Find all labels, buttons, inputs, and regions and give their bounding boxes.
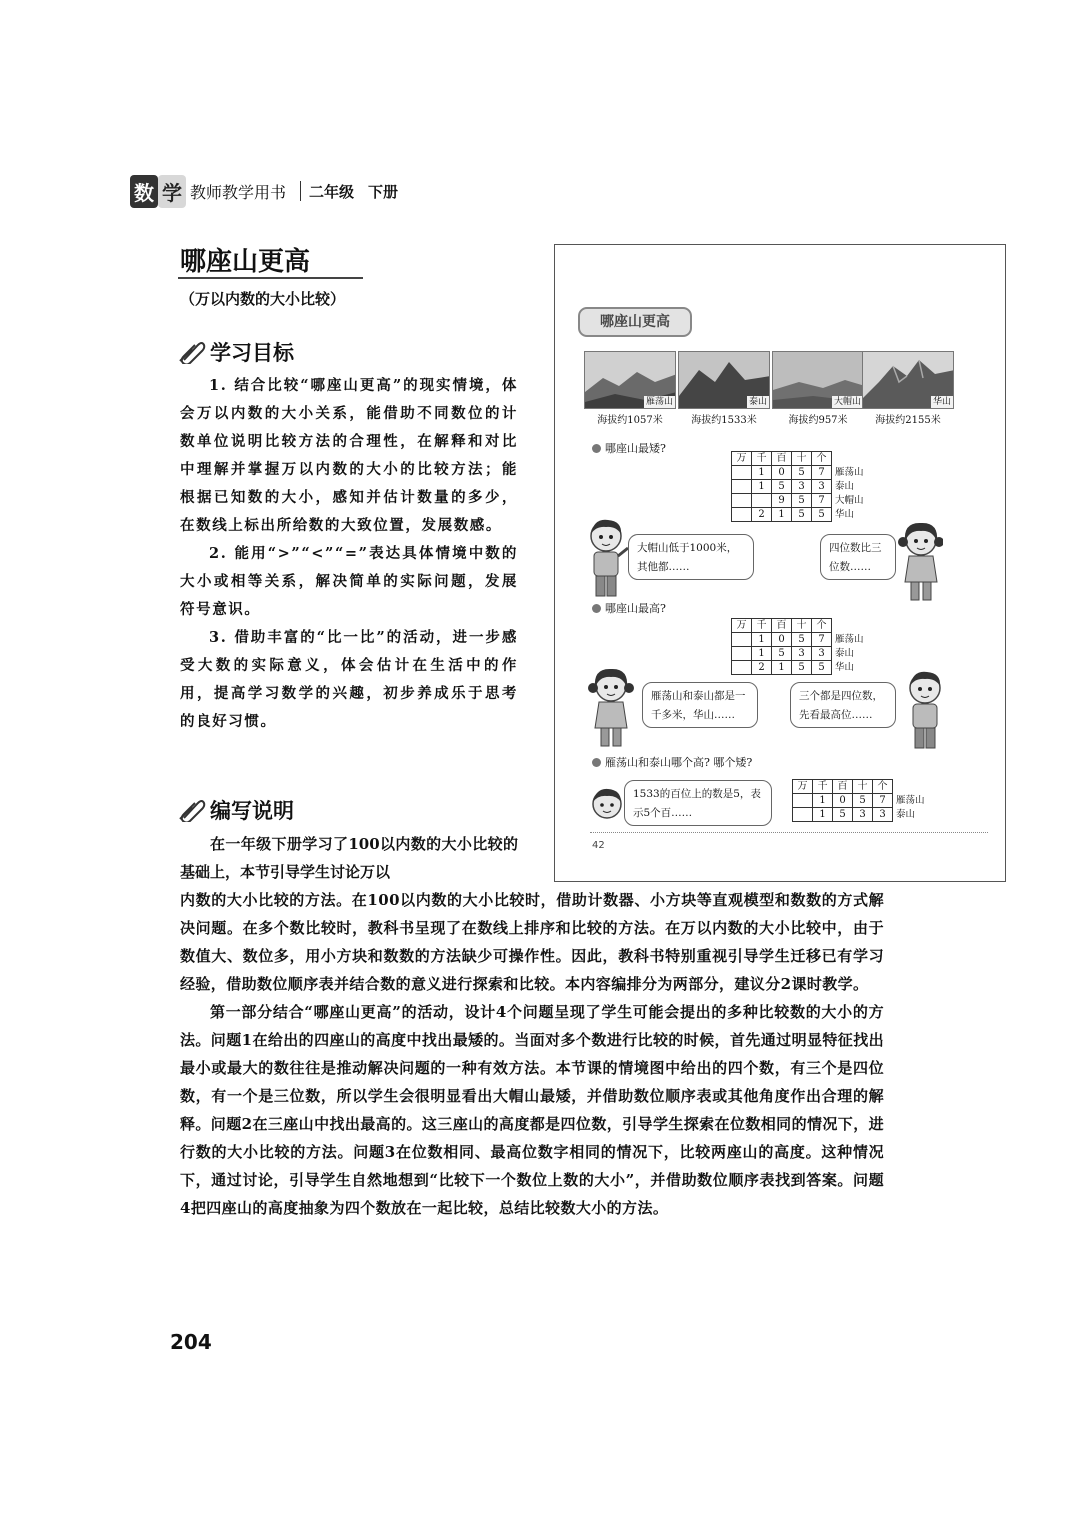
row-label: 雁荡山: [832, 466, 876, 480]
subject-badge-1: 数: [130, 175, 158, 208]
question-text: 雁荡山和泰山哪个高? 哪个矮?: [605, 756, 753, 769]
digit-cell: 1: [752, 480, 772, 494]
volume-label: 下册: [368, 182, 399, 201]
digit-cell: 3: [792, 647, 812, 661]
digit-cell: 3: [853, 808, 873, 822]
goals-list: [180, 372, 518, 736]
row-label: 泰山: [832, 647, 876, 661]
digit-cell: 5: [772, 480, 792, 494]
digit-cell: 5: [812, 508, 832, 522]
digit-cell: [732, 633, 752, 647]
digit-cell: 7: [812, 466, 832, 480]
row-label: 雁荡山: [832, 633, 876, 647]
question-1: [592, 440, 666, 456]
question-text: 哪座山最矮?: [605, 442, 666, 455]
digit-cell: [793, 808, 813, 822]
writing-heading-text: 编写说明: [210, 799, 294, 823]
speech-bubble: 四位数比三位数……: [820, 534, 896, 580]
digit-cell: 1: [752, 633, 772, 647]
row-label: 华山: [832, 661, 876, 675]
question-3: [592, 754, 752, 770]
digit-cell: [732, 494, 752, 508]
place-header: 个: [873, 780, 893, 794]
bullet-icon: [592, 444, 601, 453]
digit-cell: 3: [873, 808, 893, 822]
digit-cell: 7: [873, 794, 893, 808]
mountain-photo: [862, 351, 954, 409]
lesson-subtitle: （万以内数的大小比较）: [180, 290, 346, 308]
table-row: [732, 508, 876, 522]
table-row: [732, 661, 876, 675]
question-2: [592, 600, 666, 616]
place-value-table-2: [731, 618, 875, 675]
digit-cell: 5: [812, 661, 832, 675]
header-divider: [300, 181, 301, 201]
digit-cell: 0: [772, 466, 792, 480]
place-value-header-row: [732, 452, 876, 466]
digit-cell: 5: [792, 466, 812, 480]
place-value-header-row: [793, 780, 937, 794]
digit-cell: [732, 647, 752, 661]
digit-cell: 5: [772, 647, 792, 661]
subject-badge-2: 学: [158, 175, 186, 208]
digit-cell: 2: [752, 661, 772, 675]
goals-heading-text: 学习目标: [210, 341, 294, 365]
page-number: 204: [170, 1330, 212, 1354]
digit-cell: [732, 466, 752, 480]
blank-cell: [832, 619, 876, 633]
digit-cell: 5: [792, 508, 812, 522]
digit-cell: 5: [792, 633, 812, 647]
mountain-name: 大帽山: [833, 397, 861, 407]
digit-cell: 3: [812, 647, 832, 661]
girl-character-icon: [897, 520, 943, 606]
boy-face-icon: [590, 786, 624, 820]
digit-cell: 5: [792, 494, 812, 508]
digit-cell: 3: [812, 480, 832, 494]
mountain-photo: [772, 351, 864, 409]
table-row: [793, 808, 937, 822]
place-header: 十: [792, 619, 812, 633]
place-header: 百: [772, 619, 792, 633]
place-value-header-row: [732, 619, 876, 633]
place-header: 万: [793, 780, 813, 794]
table-row: [732, 633, 876, 647]
table-row: [732, 480, 876, 494]
digit-cell: [732, 480, 752, 494]
bullet-icon: [592, 604, 601, 613]
digit-cell: 1: [772, 508, 792, 522]
altitude-caption: 海拔约957米: [788, 415, 848, 426]
goal-item: 2. 能用“>”“<”“=”表达具体情境中数的大小或相等关系，解决简单的实际问题，发展符号意识。: [180, 545, 518, 618]
bullet-icon: [592, 758, 601, 767]
question-text: 哪座山最高?: [605, 602, 666, 615]
mountain-photo: [678, 351, 770, 409]
table-row: [732, 647, 876, 661]
figure-footer-rule: [590, 832, 988, 833]
digit-cell: 0: [772, 633, 792, 647]
digit-cell: [732, 508, 752, 522]
place-header: 千: [813, 780, 833, 794]
blank-cell: [832, 452, 876, 466]
row-label: 雁荡山: [893, 794, 937, 808]
title-underline: [178, 277, 363, 279]
place-header: 个: [812, 619, 832, 633]
mountain-name: 雁荡山: [645, 397, 673, 407]
table-row: [793, 794, 937, 808]
girl-character-icon: [588, 666, 634, 752]
mountain-name: 泰山: [748, 397, 767, 407]
lesson-title: 哪座山更高: [180, 247, 311, 277]
digit-cell: [793, 794, 813, 808]
place-header: 十: [853, 780, 873, 794]
figure-page-number: 42: [592, 840, 605, 851]
place-header: 百: [833, 780, 853, 794]
row-label: 泰山: [893, 808, 937, 822]
speech-bubble: 三个都是四位数，先看最高位……: [790, 682, 896, 728]
row-label: 泰山: [832, 480, 876, 494]
digit-cell: 7: [812, 633, 832, 647]
body-paragraph: 内数的大小比较的方法。在100以内数的大小比较时，借助计数器、小方块等直观模型和数数的方式解决问题。在多个数比较时，教科书呈现了在数线上排序和比较的方法。在万以内数的大小比较中，由于数值大、数位多，用小方块和数数的方法缺少可操作性。因此，教科书特别重视引导学生迁移已有学习经验，借助数位顺序表并结合数的意义进行探索和比较。本内容编排分为两部分，建议分2课时教学。: [180, 891, 884, 993]
paperclip-icon: [178, 798, 206, 822]
row-label: 大帽山: [832, 494, 876, 508]
paperclip-icon: [178, 340, 206, 364]
mountain-photo-strip: [584, 351, 954, 431]
digit-cell: 1: [752, 466, 772, 480]
blank-cell: [893, 780, 937, 794]
digit-cell: 1: [772, 661, 792, 675]
speech-bubble: 1533的百位上的数是5，表示5个百……: [624, 780, 772, 826]
grade-label: 二年级: [309, 182, 355, 201]
place-header: 百: [772, 452, 792, 466]
goal-item: 1. 结合比较“哪座山更高”的现实情境，体会万以内数的大小关系，能借助不同数位的计数单位说明比较方法的合理性，在解释和对比中理解并掌握万以内数的大小的比较方法；能根据已知数的大小，感知并估计数量的多少，在数线上标出所给数的大致位置，发展数感。: [180, 377, 518, 534]
writing-intro: 在一年级下册学习了100以内数的大小比较的基础上，本节引导学生讨论万以: [180, 835, 518, 881]
digit-cell: 1: [813, 794, 833, 808]
digit-cell: [732, 661, 752, 675]
digit-cell: 2: [752, 508, 772, 522]
digit-cell: 5: [853, 794, 873, 808]
digit-cell: 5: [792, 661, 812, 675]
altitude-caption: 海拔约1057米: [597, 415, 663, 426]
digit-cell: 9: [772, 494, 792, 508]
table-row: [732, 466, 876, 480]
speech-bubble: 雁荡山和泰山都是一千多米，华山……: [642, 682, 758, 728]
digit-cell: 1: [752, 647, 772, 661]
place-header: 万: [732, 452, 752, 466]
writing-heading: [178, 795, 294, 825]
table-row: [732, 494, 876, 508]
place-header: 千: [752, 452, 772, 466]
place-header: 千: [752, 619, 772, 633]
goal-item: 3. 借助丰富的“比一比”的活动，进一步感受大数的实际意义，体会估计在生活中的作用，提高学习数学的兴趣，初步养成乐于思考的良好习惯。: [180, 629, 518, 730]
place-value-table-1: [731, 451, 875, 522]
row-label: 华山: [832, 508, 876, 522]
place-header: 个: [812, 452, 832, 466]
book-name: 教师教学用书: [190, 182, 287, 202]
boy-character-icon: [584, 516, 630, 602]
running-header: [130, 176, 412, 206]
body-paragraph: 第一部分结合“哪座山更高”的活动，设计4个问题呈现了学生可能会提出的多种比较数的大小的方法。问题1在给出的四座山的高度中找出最矮的。当面对多个数进行比较的时候，首先通过明显特征找出最小或最大的数往往是推动解决问题的一种有效方法。本节课的情境图中给出的四个数，有三个是四位数，有一个是三位数，所以学生会很明显看出大帽山最矮，并借助数位顺序表或其他角度作出合理的解释。问题2在三座山中找出最高的。这三座山的高度都是四位数，引导学生探索在位数相同的情况下，进行数的大小比较的方法。问题3在位数相同、最高位数字相同的情况下，比较两座山的高度。这种情况下，通过讨论，引导学生自然地想到“比较下一个数位上数的大小”，并借助数位顺序表找到答案。问题4把四座山的高度抽象为四个数放在一起比较，总结比较数大小的方法。: [180, 1003, 884, 1217]
digit-cell: 7: [812, 494, 832, 508]
digit-cell: 5: [833, 808, 853, 822]
digit-cell: 3: [792, 480, 812, 494]
goals-heading: [178, 337, 294, 367]
altitude-caption: 海拔约1533米: [691, 415, 757, 426]
place-value-table-3: [792, 779, 936, 822]
digit-cell: 0: [833, 794, 853, 808]
figure-title: 哪座山更高: [578, 307, 692, 337]
altitude-caption: 海拔约2155米: [875, 415, 941, 426]
place-header: 万: [732, 619, 752, 633]
writing-body: [180, 886, 884, 1222]
mountain-photo: [584, 351, 676, 409]
digit-cell: 1: [813, 808, 833, 822]
place-header: 十: [792, 452, 812, 466]
boy-character-icon: [902, 668, 948, 754]
speech-bubble: 大帽山低于1000米，其他都……: [628, 534, 754, 580]
digit-cell: [752, 494, 772, 508]
mountain-name: 华山: [932, 397, 951, 407]
